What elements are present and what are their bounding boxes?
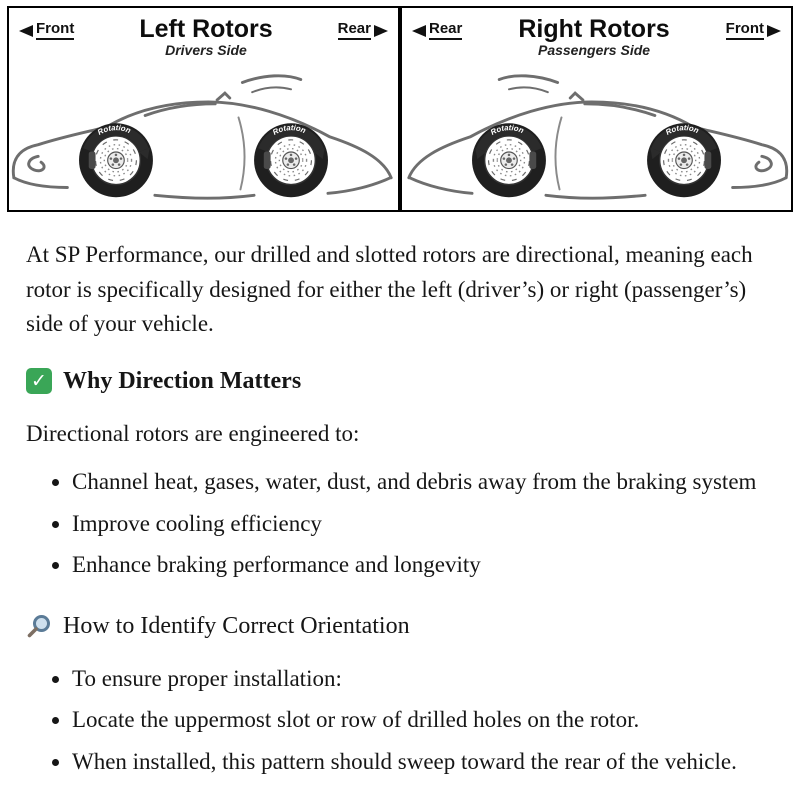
arrow-right-icon <box>374 25 388 37</box>
direction-text: Rear <box>338 20 371 40</box>
arrow-left-icon <box>19 25 33 37</box>
rotor-direction-diagram <box>7 6 793 212</box>
heading-text: How to Identify Correct Orientation <box>63 612 410 639</box>
direction-text: Front <box>36 20 74 40</box>
left-car-illustration <box>9 58 398 210</box>
list-item: • Channel heat, gases, water, dust, and debris away from the braking system <box>72 465 774 500</box>
car-sketch <box>13 76 391 198</box>
intro-paragraph: At SP Performance, our drilled and slotted rotors are directional, meaning each rotor is specifically designed for either the left (driver’s) or right (passenger’s) side of your vehicle. <box>26 242 753 337</box>
direction-text: Rear <box>429 20 462 40</box>
rotation-label: Rotation <box>271 123 308 138</box>
arrow-left-icon <box>412 25 426 37</box>
lead-paragraph: Directional rotors are engineered to: <box>26 420 360 446</box>
article-body <box>0 216 800 779</box>
why-direction-bullet-list <box>26 465 774 583</box>
direction-text: Front <box>726 20 764 40</box>
brake-caliper <box>89 152 96 170</box>
list-item: • Improve cooling efficiency <box>72 507 774 542</box>
section-heading-why-direction-matters <box>26 368 774 395</box>
section-heading-identify-orientation <box>26 613 774 640</box>
rotation-label: Rotation <box>95 123 133 138</box>
arrow-right-icon <box>767 25 781 37</box>
right-car-illustration <box>402 58 791 210</box>
rotation-label: Rotation <box>488 123 526 138</box>
right-panel-header <box>402 8 791 58</box>
identify-orientation-bullet-list <box>26 662 774 780</box>
front-direction-label <box>726 20 781 40</box>
left-rotors-panel <box>7 6 400 212</box>
front-direction-label <box>19 20 74 40</box>
left-panel-header <box>9 8 398 58</box>
list-item: • To ensure proper installation: <box>72 662 774 697</box>
heading-text: Why Direction Matters <box>63 367 302 394</box>
panel-title: Left Rotors <box>139 15 273 43</box>
check-icon <box>26 368 52 394</box>
brake-caliper <box>264 152 271 170</box>
list-item: • Enhance braking performance and longevity <box>72 548 774 583</box>
panel-subtitle: Drivers Side <box>165 42 247 59</box>
rear-direction-label <box>338 20 388 40</box>
panel-subtitle: Passengers Side <box>537 42 651 59</box>
right-rotors-panel <box>400 6 793 212</box>
magnifying-glass-icon <box>26 613 52 639</box>
rear-direction-label <box>412 20 462 40</box>
rotation-label: Rotation <box>664 123 701 138</box>
list-item: • Locate the uppermost slot or row of drilled holes on the rotor. <box>72 703 774 738</box>
panel-title: Right Rotors <box>518 15 670 43</box>
list-item: • When installed, this pattern should sweep toward the rear of the vehicle. <box>72 745 774 780</box>
